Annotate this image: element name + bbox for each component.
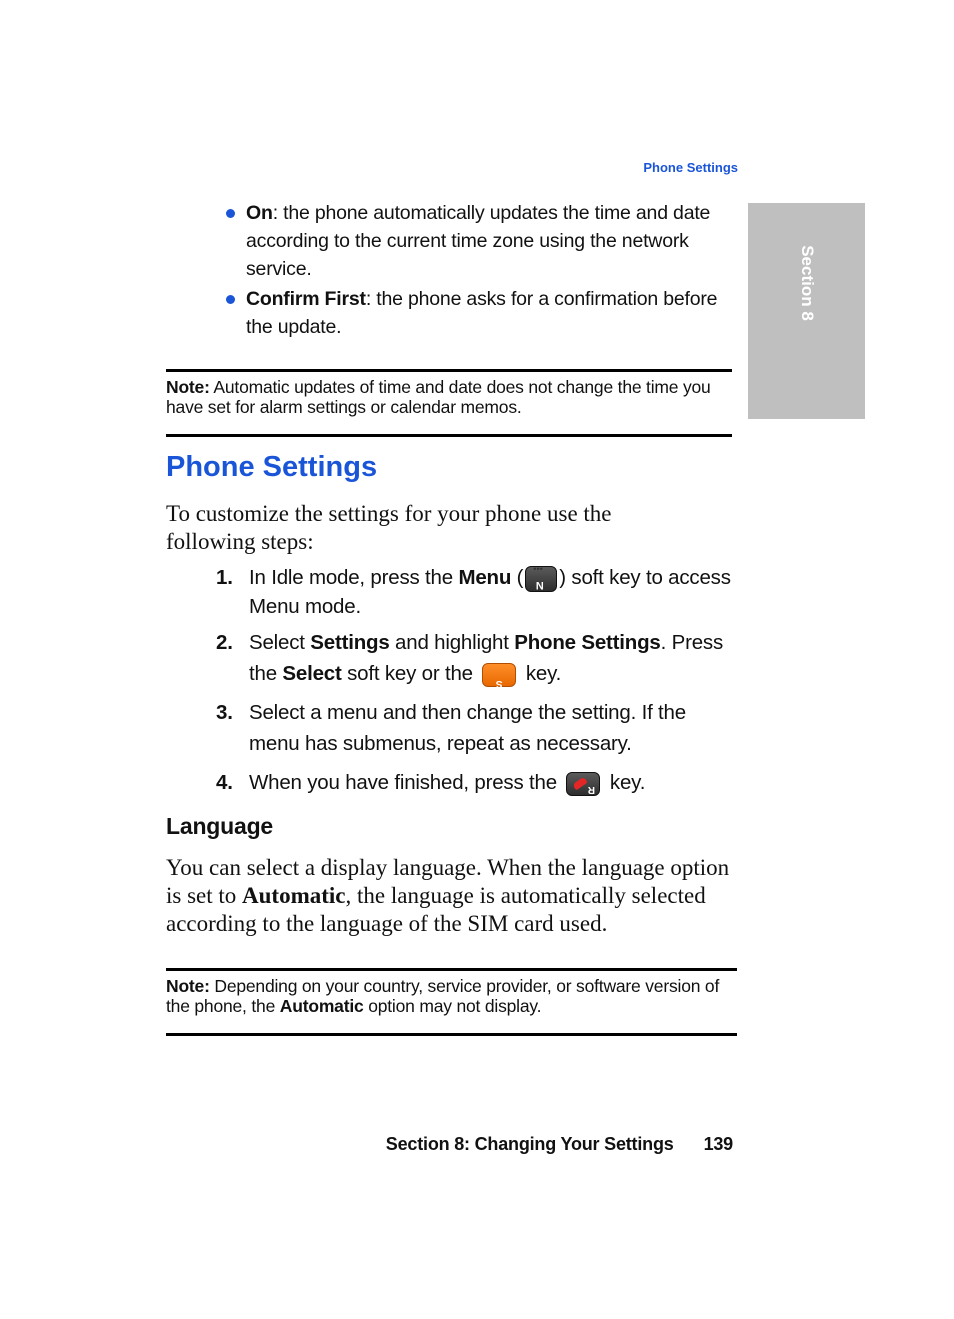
note-top-rule [166, 369, 732, 372]
section-tab [748, 203, 865, 419]
step-text: Select a menu and then change the setting. If the menu has submenus, repeat as necessary. [249, 701, 686, 755]
step-text: and highlight [389, 631, 515, 654]
page-footer [330, 1134, 733, 1155]
step-text: When you have finished, press the [249, 771, 563, 794]
step-text: soft key or the [341, 662, 479, 685]
end-key-icon [566, 772, 600, 796]
footer-section: Section 8: Changing Your Settings [385, 1134, 674, 1154]
running-header: Phone Settings [643, 160, 738, 175]
step-text: Select [249, 631, 311, 654]
note-label: Note: [166, 377, 210, 397]
bullet-icon [226, 295, 235, 304]
note-bold: Automatic [279, 996, 364, 1016]
menu-key-icon [525, 566, 557, 592]
step-item [216, 697, 736, 759]
note-text: Depending on your country, service provider, or software version of the phone, the [166, 976, 720, 1016]
option-text: : the phone asks for a confirmation before the update. [246, 288, 718, 338]
subsection-heading: Language [166, 813, 274, 839]
phone-handset-icon [573, 776, 588, 790]
step-bold: Menu [458, 566, 512, 589]
step-text: key. [604, 771, 646, 794]
intro-paragraph: To customize the settings for your phone use the following steps: [166, 501, 612, 554]
option-term: Confirm First [246, 288, 366, 310]
step-text: key. [520, 662, 562, 685]
page-number: 139 [703, 1134, 733, 1154]
paragraph-text: , the language is automatically selected according to the language of the SIM card used. [166, 883, 706, 936]
step-number: 4. [216, 771, 233, 794]
step-text: ( [511, 566, 524, 589]
note-text: Automatic updates of time and date does not change the time you have set for alarm settings or calendar memos. [166, 377, 711, 417]
option-list [224, 199, 734, 343]
note-box [166, 377, 732, 417]
end-key-glyph: R [588, 783, 596, 795]
language-paragraph [166, 854, 741, 938]
step-bold: Select [282, 662, 342, 685]
note-top-rule [166, 968, 737, 971]
step-text: In Idle mode, press the [249, 566, 459, 589]
step-text: . Press the [249, 631, 724, 685]
select-key-icon [482, 663, 516, 687]
steps-list [216, 563, 736, 798]
step-bold: Phone Settings [514, 631, 661, 654]
step-number: 1. [216, 566, 233, 589]
section-tab-label: Section 8 [797, 245, 817, 321]
list-item [224, 199, 734, 283]
note-bottom-rule [166, 1033, 737, 1036]
section-heading: Phone Settings [166, 451, 378, 483]
menu-key-glyph: ••• N [536, 578, 545, 591]
step-item [216, 767, 736, 798]
select-key-glyph: S [496, 677, 503, 689]
option-term: On [246, 202, 273, 224]
bullet-icon [226, 209, 235, 218]
step-number: 3. [216, 701, 233, 724]
list-item [224, 285, 734, 341]
paragraph-text: You can select a display language. When the language option is set to [166, 855, 730, 908]
step-number: 2. [216, 631, 233, 654]
option-text: : the phone automatically updates the time and date according to the current time zone using the network service. [246, 202, 711, 280]
step-text: ) soft key to access Menu mode. [249, 566, 731, 618]
note-text: option may not display. [363, 996, 542, 1016]
step-item [216, 563, 736, 621]
paragraph-bold: Automatic [242, 883, 346, 908]
step-item [216, 627, 736, 689]
step-bold: Settings [310, 631, 390, 654]
note-box [166, 976, 737, 1016]
note-label: Note: [166, 976, 210, 996]
note-bottom-rule [166, 434, 732, 437]
